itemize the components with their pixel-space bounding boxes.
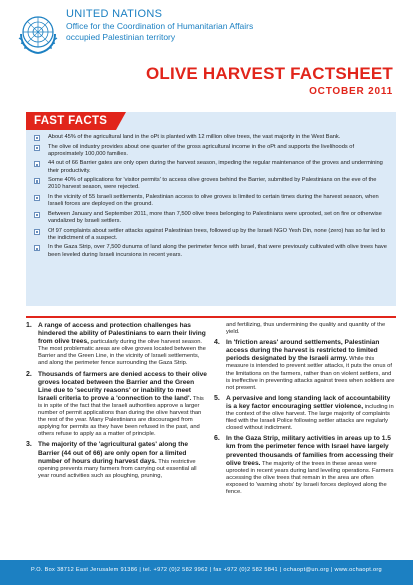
point-heading: In the Gaza Strip, military activities in areas up to 1.5 km from the perimeter fence with Israel have largely prevented thousands of families from accessing their olive trees.	[226, 435, 394, 467]
point-body: including in the context of the olive harvest. The large majority of complaints filed with the Israeli Police following settler attacks are regularly closed without indictment.	[226, 403, 394, 432]
bullet-icon	[34, 245, 40, 251]
bullet-icon	[34, 145, 40, 151]
bullet-icon	[34, 161, 40, 167]
point-body: While this measure is intended to prevent settler attacks, it puts the onus of the limitations on the farmers, rather than on violent settlers, and is ineffective in preventing attacks against trees when soldiers are not present.	[226, 356, 395, 391]
org-name: UNITED NATIONS	[66, 8, 163, 20]
bullet-icon	[34, 135, 40, 141]
org-office: Office for the Coordination of Humanitarian Affairs	[66, 21, 254, 31]
point-body: particularly during the olive harvest season. The most problematic areas are olive groves located between the Barrier and the Green Line, in the vicinity of Israeli settlements, and along the perimeter fence surrounding the Gaza Strip.	[38, 339, 206, 367]
fast-fact-item	[34, 244, 390, 258]
numbered-point	[26, 322, 208, 368]
fast-facts-list	[34, 134, 390, 261]
page-title: OLIVE HARVEST FACTSHEET	[145, 64, 393, 83]
fast-fact-text: Between January and September 2011, more than 7,500 olive trees belonging to Palestinians were uprooted, set on fire or otherwise vandalized by Israeli settlers.	[48, 210, 382, 224]
bullet-icon	[34, 229, 40, 235]
fast-fact-text: Of 97 complaints about settler attacks against Palestinian trees, followed up by the Israeli NGO Yesh Din, none (zero) has so far led to the indictment of a suspect.	[48, 227, 386, 241]
point-heading: The majority of the 'agricultural gates' along the Barrier (44 out of 66) are only open for a limited number of hours during harvest days.	[38, 441, 189, 465]
header	[0, 0, 413, 60]
point-body: The majority of the trees in these areas were uprooted in recent years during land leveling operations. Farmers accessing the olive trees that remain in the area are often exposed to 'warning shots' by Israeli forces deployed along the fence.	[226, 460, 394, 495]
bullet-icon	[34, 212, 40, 218]
fast-fact-item	[34, 177, 390, 191]
numbered-point	[214, 395, 396, 432]
point-number: 3.	[26, 441, 32, 449]
numbered-point	[214, 339, 396, 392]
fast-fact-text: The olive oil industry provides about one quarter of the gross agricultural income in the oPt and supports the livelihoods of approximately 100,000 families.	[48, 143, 355, 157]
fast-fact-item	[34, 160, 390, 174]
point-heading: Thousands of farmers are denied access to their olive groves located between the Barrier and the Green Line due to 'security reasons' or inability to meet Israeli criteria to prove a 'connection to the land'.	[38, 370, 207, 402]
fast-facts-label-cap	[116, 112, 126, 130]
fast-fact-item	[34, 211, 390, 225]
fast-facts-label: FAST FACTS	[26, 112, 116, 130]
fast-fact-text: In the Gaza Strip, over 7,500 dunums of land along the perimeter fence with Israel, that were previously cultivated with olive trees have been leveled during Israeli incursions in recent years.	[48, 244, 387, 258]
point-body: This is in spite of the fact that the Israeli authorities approve a larger number of permit applications than during the olive harvest than the rest of the year. Many Palestinians are discouraged from applying for permits as they have been refused in the past, and others refuse to apply as a matter of principle.	[38, 395, 204, 438]
point-heading: In 'friction areas' around settlements, Palestinian access during the harvest is restricted to limited periods designated by the Israeli army.	[226, 339, 380, 363]
point-heading: A pervasive and long standing lack of accountability is a key factor encouraging settler violence,	[226, 394, 391, 410]
numbered-point	[26, 441, 208, 479]
point-number: 6.	[214, 435, 220, 443]
left-column	[26, 322, 208, 483]
point-body: This restrictive opening prevents many farmers from carrying out essential all year round activities such as ploughing, pruning,	[38, 458, 197, 479]
right-column	[214, 322, 396, 499]
point-number: 1.	[26, 322, 32, 329]
organization-block	[66, 8, 396, 43]
point-number: 2.	[26, 370, 32, 378]
bullet-icon	[34, 195, 40, 201]
bullet-icon	[34, 178, 40, 184]
footer-contact: P.O. Box 38712 East Jerusalem 91386 | tel. +972 (0)2 582 9962 | fax +972 (0)2 582 5841 | ochaopt@un.org | www.ochaopt.org	[31, 567, 382, 573]
page-date: OCTOBER 2011	[309, 86, 393, 97]
numbered-point	[26, 371, 208, 439]
org-territory: occupied Palestinian territory	[66, 32, 176, 42]
fast-fact-item	[34, 144, 390, 158]
point-number: 4.	[214, 339, 220, 347]
fast-fact-item	[34, 134, 390, 141]
fast-fact-item	[34, 228, 390, 242]
section-divider	[26, 316, 396, 318]
footer-bar	[0, 560, 413, 585]
point-number: 5.	[214, 394, 220, 402]
numbered-point	[214, 435, 396, 496]
un-emblem-icon	[15, 10, 61, 56]
point-heading: A range of access and protection challenges has hindered the ability of Palestinians to earn their living from olive trees,	[38, 322, 206, 346]
fast-fact-text: In the vicinity of 55 Israeli settlements, Palestinian access to olive groves is limited to certain times during the harvest season, when Israeli forces are deployed on the ground.	[48, 193, 379, 208]
fast-fact-text: 44 out of 66 Barrier gates are only open during the harvest season, impeding the regular maintenance of the groves and undermining their productivity.	[48, 160, 383, 174]
fast-fact-text: Some 40% of applications for 'visitor permits' to access olive groves behind the Barrier, submitted by Palestinians on the eve of the 2010 harvest season, were rejected.	[48, 177, 377, 191]
fast-fact-text: About 45% of the agricultural land in the oPt is planted with 12 million olive trees, the vast majority in the West Bank.	[48, 134, 341, 140]
fast-fact-item	[34, 194, 390, 208]
point-continuation: and fertilizing, thus undermining the quality and quantity of the yield.	[226, 322, 386, 336]
